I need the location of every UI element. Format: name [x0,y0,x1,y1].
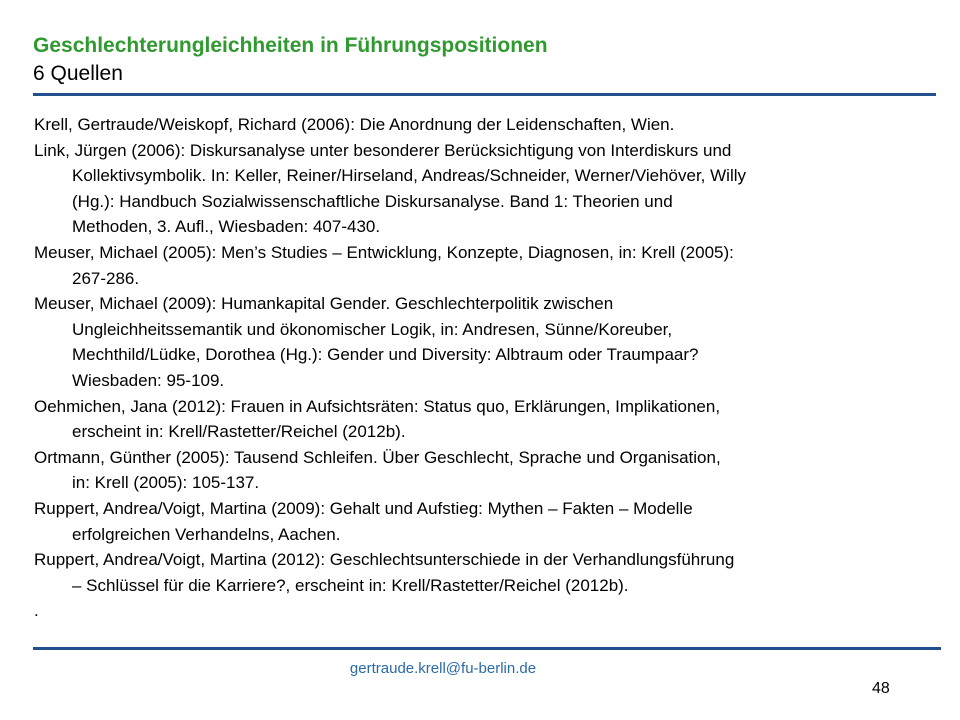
reference-entry-ruppert-2009 [34,496,924,547]
reference-line-continued: erfolgreichen Verhandelns, Aachen. [72,524,341,544]
reference-line-continued: Mechthild/Lüdke, Dorothea (Hg.): Gender und Diversity: Albtraum oder Traumpaar? [72,345,699,365]
reference-line: Ortmann, Günther (2005): Tausend Schleifen. Über Geschlecht, Sprache und Organisation, [34,447,721,467]
reference-entry-ruppert-2012 [34,547,924,598]
reference-entry-ortmann-2005 [34,445,924,496]
reference-line-continued: 267-286. [72,268,140,288]
reference-line-continued: – Schlüssel für die Karriere?, erscheint in: Krell/Rastetter/Reichel (2012b). [72,575,629,595]
reference-line: Meuser, Michael (2005): Men’s Studies – Entwicklung, Konzepte, Diagnosen, in: Krell (2005): [34,242,734,262]
reference-entry-meuser-2009 [34,291,924,393]
page-number: 48 [872,680,890,697]
reference-line: Link, Jürgen (2006): Diskursanalyse unter besonderer Berücksichtigung von Interdiskurs und [34,140,732,160]
reference-line-continued: in: Krell (2005): 105-137. [72,473,260,493]
reference-line: Ruppert, Andrea/Voigt, Martina (2012): Geschlechtsunterschiede in der Verhandlungsführung [34,550,735,570]
reference-entry-meuser-2005 [34,240,924,291]
slide-subtitle: 6 Quellen [33,62,123,85]
reference-entry-krell-2006 [34,112,924,138]
reference-line-continued: erscheint in: Krell/Rastetter/Reichel (2012b). [72,422,406,442]
reference-line-continued: (Hg.): Handbuch Sozialwissenschaftliche Diskursanalyse. Band 1: Theorien und [72,191,673,211]
reference-line: Ruppert, Andrea/Voigt, Martina (2009): Gehalt und Aufstieg: Mythen – Fakten – Modelle [34,498,693,518]
top-divider [33,93,936,96]
reference-list [34,112,924,624]
reference-entry-oehmichen-2012 [34,394,924,445]
reference-line: Oehmichen, Jana (2012): Frauen in Aufsichtsräten: Status quo, Erklärungen, Implikationen, [34,396,721,416]
footer-email[interactable]: gertraude.krell@fu-berlin.de [349,660,537,677]
reference-line: Krell, Gertraude/Weiskopf, Richard (2006): Die Anordnung der Leidenschaften, Wien. [34,115,675,134]
reference-entry-link-2006 [34,138,924,240]
reference-line: Meuser, Michael (2009): Humankapital Gender. Geschlechterpolitik zwischen [34,294,614,314]
reference-line-continued: Wiesbaden: 95-109. [72,370,225,390]
reference-line-continued: Methoden, 3. Aufl., Wiesbaden: 407-430. [72,217,381,237]
reference-line-continued: Ungleichheitssemantik und ökonomischer Logik, in: Andresen, Sünne/Koreuber, [72,319,673,339]
bottom-divider [33,647,941,650]
slide-title: Geschlechterungleichheiten in Führungspositionen [33,34,548,57]
reference-line-continued: Kollektivsymbolik. In: Keller, Reiner/Hirseland, Andreas/Schneider, Werner/Viehöver, Willy [72,166,747,186]
trailing-dot: . [34,601,39,621]
